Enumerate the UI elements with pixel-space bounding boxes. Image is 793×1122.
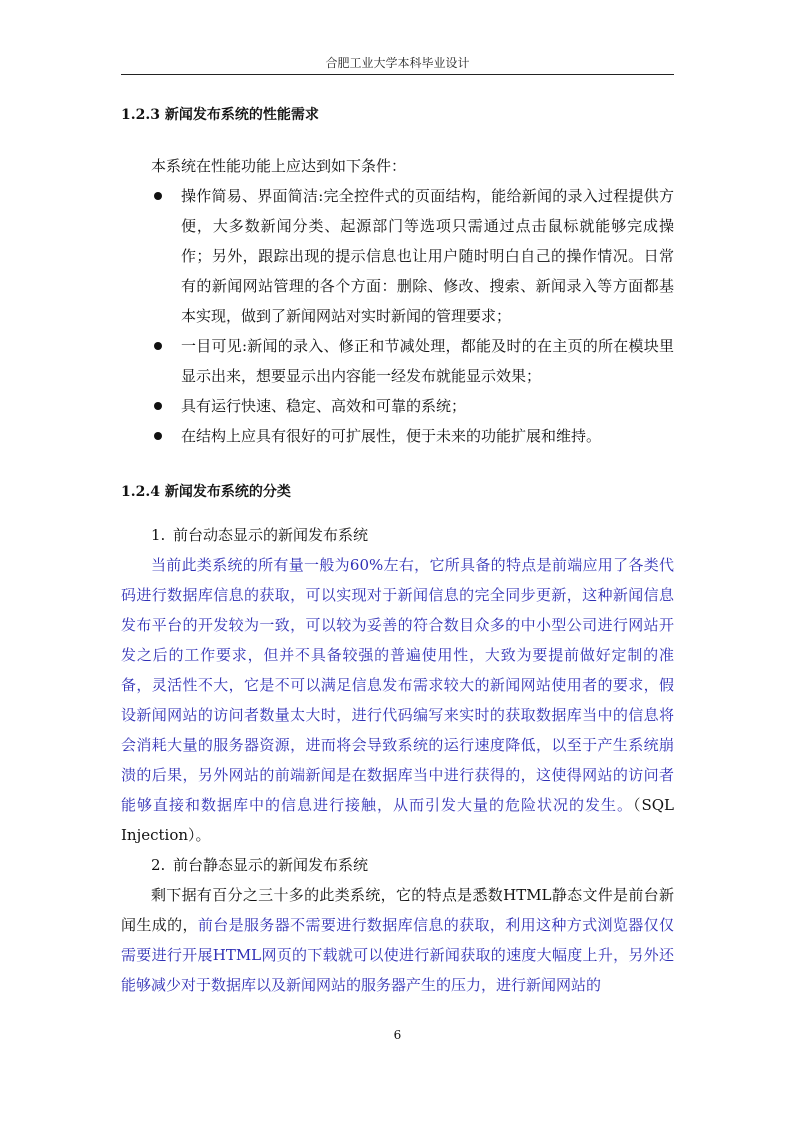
bullet-icon [154, 432, 162, 440]
page-body [121, 101, 674, 1000]
paragraph-start: 剩下据有百分之三十多的此类系统，它的特点是悉数HTML静态文件是前台新闻生成的， [121, 886, 674, 934]
intro-paragraph: 本系统在性能功能上应达到如下条件： [151, 157, 407, 175]
section-heading: 1.2.4 新闻发布系统的分类 [121, 484, 291, 500]
bullet-icon [154, 192, 162, 200]
subsection-title [121, 520, 674, 550]
list-item-text: 操作简易、界面简洁:完全控件式的页面结构，能给新闻的录入过程提供方便，大多数新闻分类、起源部门等选项只需通过点击鼠标就能够完成操作；另外，跟踪出现的提示信息也让用户随时明白自己的操作情况。日常有的新闻网站管理的各个方面：删除、修改、搜索、新闻录入等方面都基本实现，做到了新闻网站对实时新闻的管理要求； [181, 187, 674, 325]
page-header: 合肥工业大学本科毕业设计 [325, 56, 470, 70]
list-item [121, 421, 674, 451]
requirements-list [121, 181, 674, 451]
list-item-text: 具有运行快速、稳定、高效和可靠的系统； [181, 397, 467, 415]
subsection-number: 2. [151, 856, 166, 874]
list-item-text: 在结构上应具有很好的可扩展性，便于未来的功能扩展和维持。 [181, 427, 602, 445]
bullet-icon [154, 402, 162, 410]
paragraph-tail: （SQL Injection）。 [121, 796, 674, 844]
subsection-title-text: 前台静态显示的新闻发布系统 [173, 856, 369, 874]
header-divider [121, 74, 674, 75]
bullet-icon [154, 342, 162, 350]
list-item [121, 391, 674, 421]
list-item [121, 181, 674, 331]
list-item-text: 一目可见:新闻的录入、修正和节减处理，都能及时的在主页的所在模块里显示出来，想要显示出内容能一经发布就能显示效果； [181, 337, 674, 385]
body-paragraph [121, 550, 674, 850]
page-number: 6 [393, 1028, 402, 1042]
list-item [121, 331, 674, 391]
section-heading: 1.2.3 新闻发布系统的性能需求 [121, 107, 319, 123]
highlighted-text: 前台是服务器不需要进行数据库信息的获取，利用这种方式浏览器仅仅需要进行开展HTML网页的下载就可以使进行新闻获取的速度大幅度上升，另外还能够减少对于数据库以及新闻网站的服务器产生的压力，进行新闻网站的 [121, 916, 674, 994]
subsection-number: 1. [151, 526, 166, 544]
subsection-title-text: 前台动态显示的新闻发布系统 [173, 526, 369, 544]
body-paragraph [121, 880, 674, 1000]
highlighted-text: 当前此类系统的所有量一般为60%左右，它所具备的特点是前端应用了各类代码进行数据库信息的获取，可以实现对于新闻信息的完全同步更新，这种新闻信息发布平台的开发较为一致，可以较为妥善的符合数目众多的中小型公司进行网站开发之后的工作要求，但并不具备较强的普遍使用性，大致为要提前做好定制的准备，灵活性不大，它是不可以满足信息发布需求较大的新闻网站使用者的要求，假设新闻网站的访问者数量太大时，进行代码编写来实时的获取数据库当中的信息将会消耗大量的服务器资源，进而将会导致系统的运行速度降低，以至于产生系统崩溃的后果，另外网站的前端新闻是在数据库当中进行获得的，这使得网站的访问者能够直接和数据库中的信息进行接触，从而引发大量的危险状况的发生。 [121, 556, 674, 814]
subsection-title [121, 850, 674, 880]
